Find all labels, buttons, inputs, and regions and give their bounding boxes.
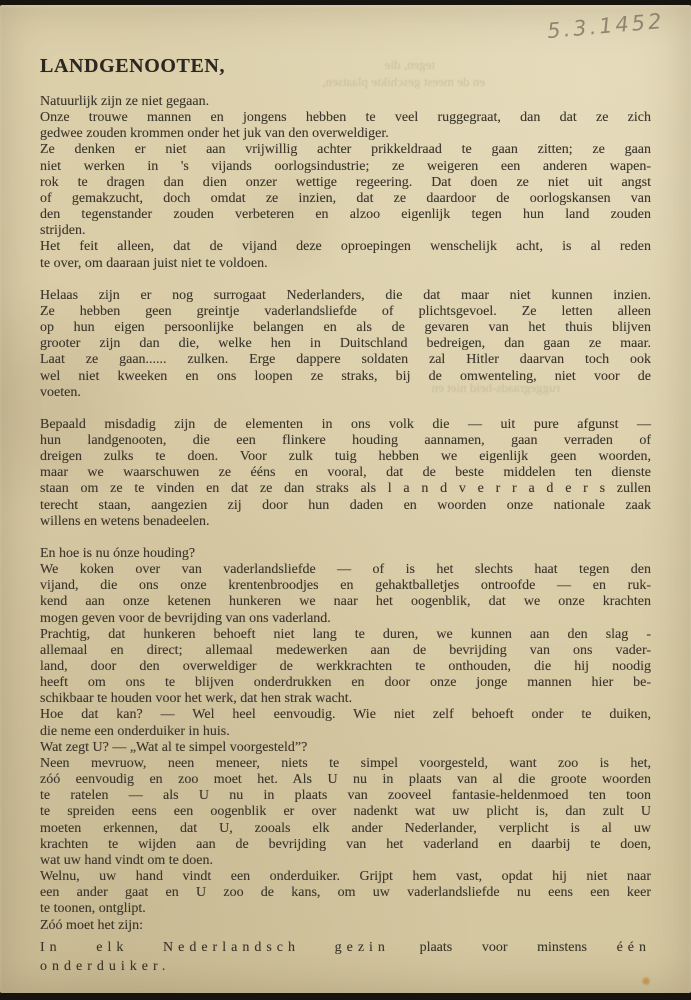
- paragraph: [40, 756, 651, 869]
- text-line: willens en wetens benadeelen.: [40, 513, 210, 529]
- text-line: moeten erkennen, dat U, zooals elk ander Nederlander, verplicht is al uw: [40, 820, 651, 836]
- text-line: We koken over van vaderlandsliefde — of is het slechts haat tegen den: [40, 562, 651, 578]
- text-line: rok te dragen dan dien onzer wettige regeering. Dat doen ze niet uit angst: [40, 174, 651, 190]
- paragraph: [40, 546, 651, 562]
- text-line: te spreiden eens een oogenblik er over nadenkt wat uw plicht is, dan zult U: [40, 804, 651, 820]
- text-line: hun landgenooten, die een flinkere houding aannamen, gaan verraden of: [40, 432, 651, 448]
- text-line: grooter zijn dan die, welke hen in Duitschland bedreigen, dan gaan ze maar.: [40, 336, 651, 352]
- text-line: op hun eigen persoonlijke belangen en als de gevaren van het thuis blijven: [40, 320, 651, 336]
- text-line: kend aan onze ketenen hunkeren we naar het oogenblik, dat we onze krachten: [40, 594, 651, 610]
- text-line: land, door den overweldiger de werkkrachten te onthouden, die hij noodig: [40, 659, 651, 674]
- text-line: Helaas zijn er nog surrogaat Nederlanders, die dat maar niet kunnen inzien.: [40, 287, 651, 303]
- text-line: Het feit alleen, dat de vijand deze oproepingen wenschelijk acht, is al reden: [40, 239, 651, 255]
- bleedthrough-text: en de meest geschikte plaatsen,: [322, 74, 485, 89]
- text-line: een ander gaat en U zoo de kans, om uw vaderlandsliefde nu eens een keer: [40, 885, 651, 901]
- text-line: Onze trouwe mannen en jongens hebben te veel ruggegraat, dan dat ze zich: [40, 110, 651, 126]
- text-line: Natuurlijk zijn ze niet gegaan.: [40, 94, 210, 109]
- text-line: Welnu, uw hand vindt een onderduiker. Grijpt hem vast, opdat hij niet naar: [40, 869, 651, 885]
- text-line: Neen mevruow, neen meneer, niets te simpel voorgesteld, want zoo is het,: [40, 755, 651, 771]
- paragraph: [40, 869, 651, 917]
- text-line: Zóó moet het zijn:: [40, 917, 144, 933]
- closing-segment: onderduiker.: [40, 959, 171, 975]
- paragraph: [40, 142, 651, 239]
- text-line: Hoe dat kan? — Wel heel eenvoudig. Wie niet zelf behoeft onder te duiken,: [40, 707, 651, 723]
- closing-segment: plaats voor minstens: [419, 939, 587, 955]
- text-line: voeten.: [40, 384, 81, 400]
- text-line: Prachtig, dat hunkeren behoeft niet lang te duren, we kunnen aan den slag -: [40, 626, 651, 642]
- text-line: schikbaar te houden voor het werk, dat hen strak wacht.: [40, 691, 353, 707]
- text-line: terecht staan, aangezien zij door hun daden en woorden onze nationale zaak: [40, 497, 651, 513]
- text-line: of gemakzucht, doch omdat ze inzien, dat ze daardoor de oorlogskansen van: [40, 190, 651, 206]
- text-line: die neme een onderduiker in huis.: [40, 723, 230, 739]
- archive-number-handwritten: 5.3.1452: [546, 8, 666, 44]
- text-line: te ratelen — als U nu in plaats van zooveel fantasie-heldenmoed ten toon: [40, 788, 651, 804]
- bleedthrough-text: tegen, die: [384, 57, 435, 72]
- bleedthrough-text: ruggegraads-heid niet en: [431, 380, 560, 395]
- text-line: den tegenstander zouden verbeteren en alzoo eigenlijk tegen hun land zouden: [40, 207, 651, 223]
- text-line: En hoe is nu ónze houding?: [40, 545, 196, 561]
- paragraph: [40, 110, 651, 142]
- document-page: [0, 5, 691, 993]
- closing-segment: In elk Nederlandsch gezin: [40, 939, 390, 955]
- text-line: dreigen zulks te doen. Voor zulk tuig hebben we eigenlijk geen woorden,: [40, 449, 651, 465]
- paragraph: [40, 562, 651, 627]
- paragraph: [40, 94, 651, 110]
- text-line: te over, om daaraan juist niet te voldoen.: [40, 255, 268, 271]
- text-line: Ze hebben geen greintje vaderlandsliefde of plichtsgevoel. Ze letten alleen: [40, 303, 651, 319]
- text-line: maar we waarschuwen ze ééns en vooral, dat de beste middelen ten dienste: [40, 465, 651, 481]
- text-line: mogen geven voor de bevrijding van ons vaderland.: [40, 610, 331, 626]
- text-line: Laat ze gaan...... zulken. Erge dappere soldaten zal Hitler daarvan toch ook: [40, 352, 651, 368]
- text-line: wat uw hand vindt om te doen.: [40, 852, 214, 868]
- text-line: staan om ze te vinden en dat ze dan straks als l a n d v e r r a d e r s zullen: [40, 481, 651, 497]
- text-line: Bepaald misdadig zijn de elementen in ons volk die — uit pure afgunst —: [40, 416, 651, 432]
- closing-segment: één: [616, 939, 652, 955]
- closing-emphasis-block: [40, 938, 651, 977]
- text-line: zóó eenvoudig en zoo moet het. Als U nu in plaats van al die groote woorden: [40, 772, 651, 788]
- text-line: Ze denken er niet aan vrijwillig achter prikkeldraad te gaan zitten; ze gaan: [40, 142, 651, 158]
- closing-line: [40, 957, 651, 977]
- text-line: gedwee zouden krommen onder het juk van den overweldiger.: [40, 126, 389, 142]
- paragraph: [40, 627, 651, 708]
- page-title: LANDGENOOTEN,: [40, 55, 226, 77]
- text-line: allemaal en direct; allemaal medewerken aan de bevrijding van ons vader-: [40, 642, 651, 658]
- text-line: krachten te wijden aan de bevrijding van het vaderland en daarbij te doen,: [40, 836, 651, 852]
- paragraph: [40, 740, 651, 756]
- pamphlet-content: [40, 55, 651, 977]
- text-line: vijand, die ons onze krentenbroodjes en gehaktballetjes ontroofde — en ruk-: [40, 578, 651, 594]
- paragraph: [40, 288, 651, 401]
- text-line: strijden.: [40, 223, 86, 239]
- paragraph: [40, 239, 651, 271]
- paragraph: [40, 918, 651, 934]
- text-line: wel niet kweeken en ons loopen ze straks, bij de omwenteling, niet voor de: [40, 368, 651, 384]
- paragraph: [40, 417, 651, 530]
- text-line: niet werken in 's vijands oorlogsindustrie; ze weigeren een anderen wapen-: [40, 158, 651, 174]
- pamphlet-body: [40, 94, 651, 934]
- paragraph: [40, 707, 651, 739]
- closing-line: [40, 938, 651, 958]
- text-line: te toonen, ontglipt.: [40, 901, 146, 917]
- text-line: heeft om ons te blijven onderdrukken en door onze jonge mannen hier be-: [40, 675, 651, 691]
- text-line: Wat zegt U? — „Wat al te simpel voorgesteld”?: [40, 739, 308, 755]
